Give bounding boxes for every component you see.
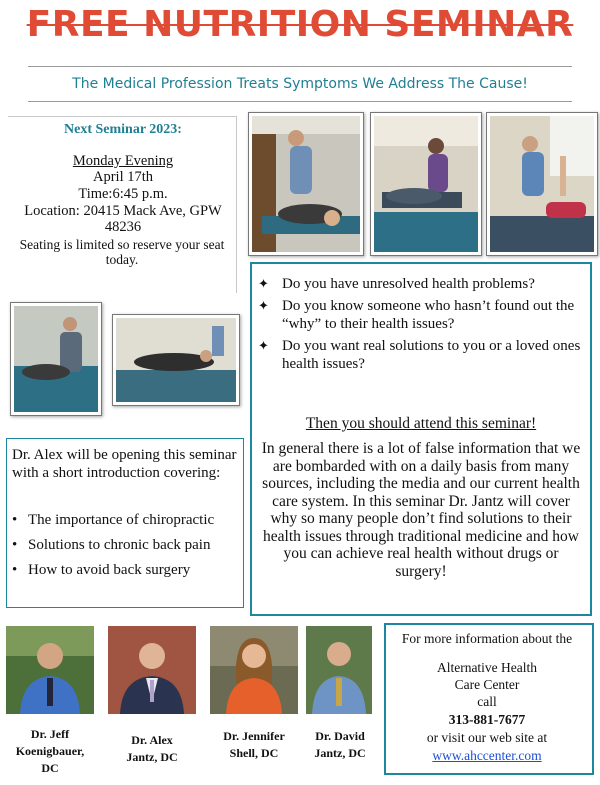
center-name-line: Care Center bbox=[454, 677, 520, 692]
bullet-icon: • bbox=[12, 512, 18, 528]
doctor-photo bbox=[6, 626, 94, 714]
seminar-time: Time:6:45 p.m. bbox=[78, 186, 168, 202]
seminar-description: In general there is a lot of false information that we are bombarded with on a daily basis from many sources, including the media and our current health care system. In this seminar Dr. Jantz will cover why so many people don’t find solutions to their health issues through traditional medicine and how you can achieve real health without drugs or surgery! bbox=[261, 440, 581, 580]
seminar-heading: Next Seminar 2023: bbox=[64, 122, 182, 137]
doctor-name: Dr. Jeff Koenigbauer, DC bbox=[15, 727, 85, 775]
divider bbox=[28, 101, 572, 102]
doctor-name: Dr. David Jantz, DC bbox=[314, 729, 366, 760]
attend-callout: Then you should attend this seminar! bbox=[305, 415, 537, 432]
seminar-date: April 17th bbox=[92, 169, 153, 185]
topic-text: The importance of chiropractic bbox=[28, 512, 215, 528]
seminar-day: Monday Evening bbox=[72, 153, 174, 169]
intro-text: Dr. Alex will be opening this seminar with a short introduction covering: bbox=[12, 447, 237, 481]
questions-list bbox=[258, 275, 584, 377]
star-bullet-icon: ✦ bbox=[258, 276, 269, 291]
divider bbox=[28, 66, 572, 67]
therapy-photo bbox=[112, 314, 240, 406]
contact-phone: 313-881-7677 bbox=[448, 712, 526, 727]
therapy-photo-image bbox=[374, 116, 478, 252]
star-bullet-icon: ✦ bbox=[258, 298, 269, 313]
question-text: Do you want real solutions to you or a loved ones health issues? bbox=[282, 338, 581, 372]
question-text: Do you know someone who hasn’t found out the “why” to their health issues? bbox=[282, 298, 575, 332]
doctor-portrait-image bbox=[6, 626, 94, 714]
star-bullet-icon: ✦ bbox=[258, 338, 269, 353]
list-item bbox=[12, 561, 242, 586]
seminar-note: Seating is limited so reserve your seat today. bbox=[19, 237, 225, 267]
center-name-line: Alternative Health bbox=[436, 660, 538, 675]
therapy-photo-image bbox=[116, 318, 236, 402]
bullet-icon: • bbox=[12, 562, 18, 578]
therapy-photo-image bbox=[252, 116, 360, 252]
list-item bbox=[12, 536, 242, 561]
bullet-icon: • bbox=[12, 537, 18, 553]
doctor-portrait-image bbox=[210, 626, 298, 714]
doctor-photo bbox=[108, 626, 196, 714]
page-subtitle: The Medical Profession Treats Symptoms We Address The Cause! bbox=[72, 76, 528, 92]
page-title: FREE NUTRITION SEMINAR bbox=[26, 4, 574, 45]
therapy-photo bbox=[10, 302, 102, 416]
therapy-photo bbox=[486, 112, 598, 256]
contact-call: call bbox=[477, 694, 497, 709]
doctor-portrait-image bbox=[306, 626, 372, 714]
therapy-photo bbox=[370, 112, 482, 256]
topic-text: Solutions to chronic back pain bbox=[28, 537, 211, 553]
list-item bbox=[258, 297, 584, 333]
list-item bbox=[12, 511, 242, 536]
question-text: Do you have unresolved health problems? bbox=[282, 276, 535, 292]
doctor-photo bbox=[306, 626, 372, 714]
seminar-location: Location: 20415 Mack Ave, GPW 48236 bbox=[24, 203, 222, 235]
doctor-name: Dr. Alex Jantz, DC bbox=[126, 733, 178, 764]
contact-web-label: or visit our web site at bbox=[426, 730, 548, 745]
intro-topics bbox=[12, 511, 242, 586]
doctor-name: Dr. Jennifer Shell, DC bbox=[223, 729, 285, 760]
list-item bbox=[258, 275, 584, 293]
therapy-photo-image bbox=[14, 306, 98, 412]
list-item bbox=[258, 337, 584, 373]
therapy-photo bbox=[248, 112, 364, 256]
contact-intro: For more information about the bbox=[401, 631, 573, 646]
therapy-photo-image bbox=[490, 116, 594, 252]
website-link[interactable]: www.ahccenter.com bbox=[432, 748, 542, 763]
doctor-portrait-image bbox=[108, 626, 196, 714]
topic-text: How to avoid back surgery bbox=[28, 562, 191, 578]
doctor-photo bbox=[210, 626, 298, 714]
